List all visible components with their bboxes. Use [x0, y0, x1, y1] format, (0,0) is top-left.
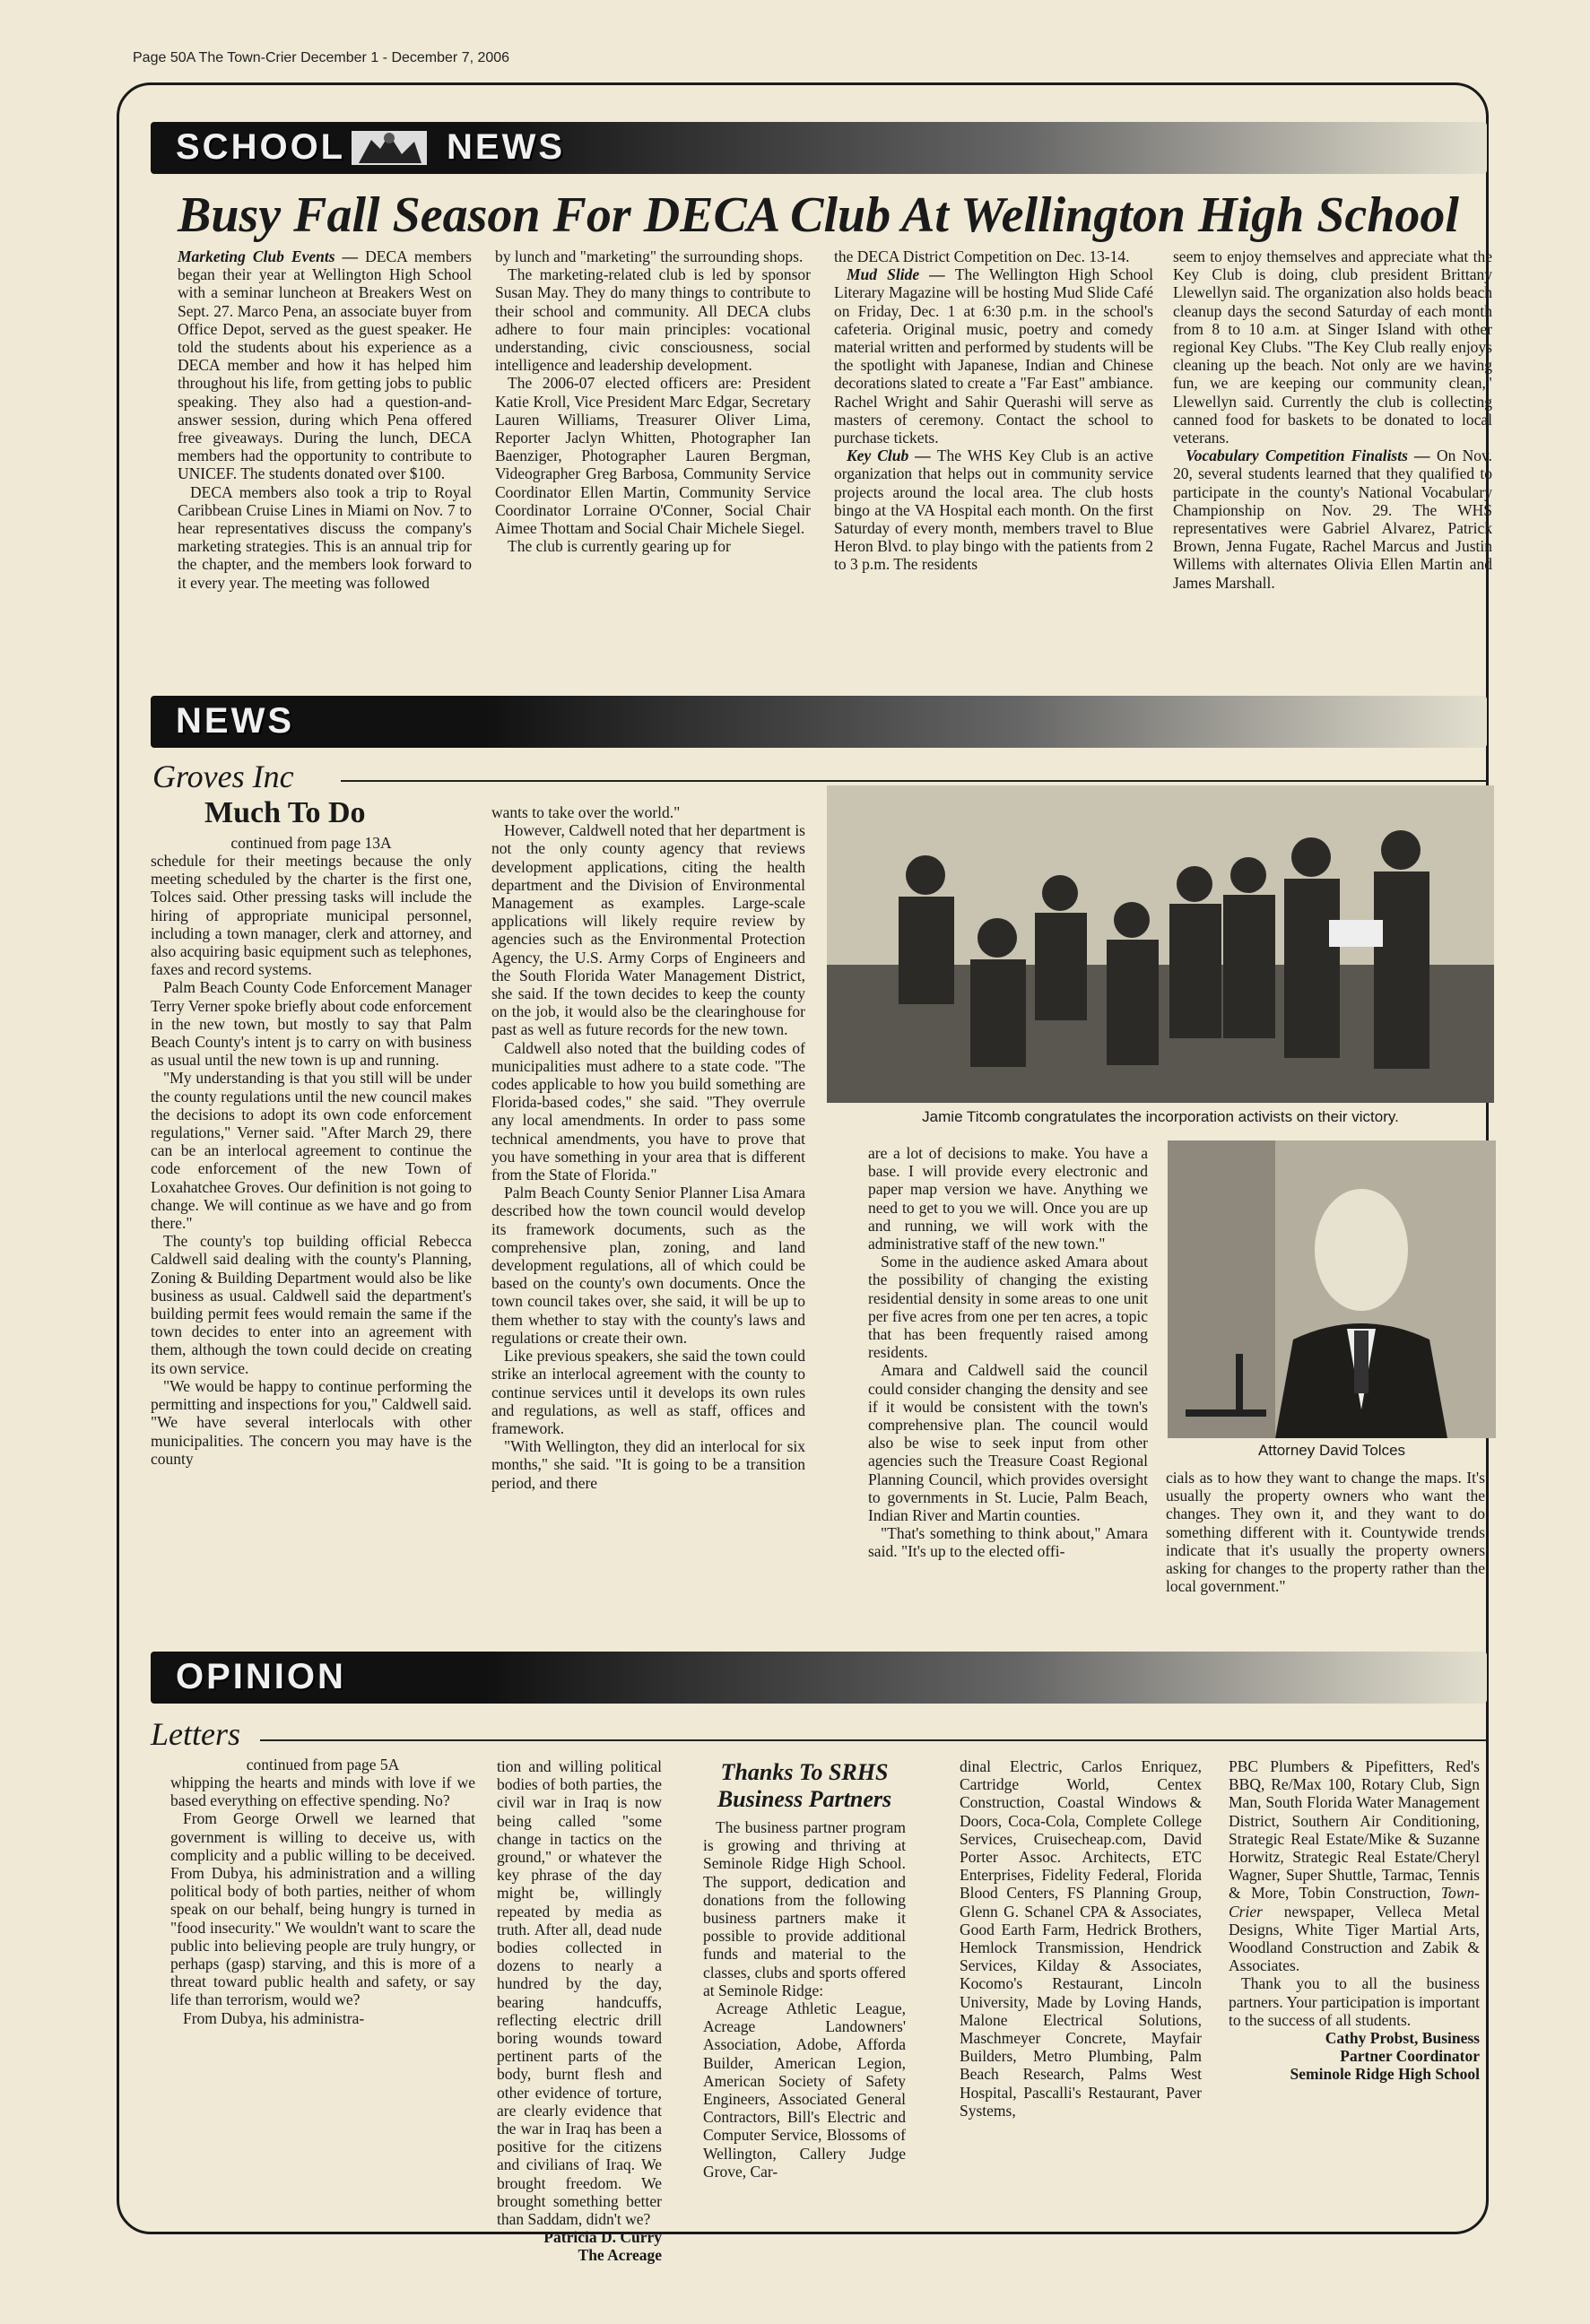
paragraph-text: the DECA District Competition on Dec. 13-14. — [834, 247, 1130, 265]
paragraph — [1173, 247, 1492, 447]
continued-line: continued from page 13A — [230, 834, 392, 852]
letters-continued: continued from page 5A — [246, 1756, 400, 1773]
signature-line-3: Seminole Ridge High School — [1290, 2065, 1480, 2084]
photo-caption-1: Jamie Titcomb congratulates the incorporation activists on their victory. — [922, 1108, 1399, 1125]
photo-caption-2: Attorney David Tolces — [1257, 1442, 1406, 1459]
letters-kicker: Letters — [151, 1716, 241, 1752]
signature-line-2: Partner Coordinator — [1340, 2047, 1480, 2066]
paragraph: Amara and Caldwell said the council could consider changing the density and see if it would be consistent with the town's comprehensive plan. The council would also be wise to seek input from other agencies such the Treasure Coast Regional Planning Council, which provides oversight to governments in St. Lucie, Palm Beach, Indian River and Martin counties. — [868, 1361, 1148, 1525]
paragraph: Acreage Athletic League, Acreage Landowners' Association, Adobe, Afforda Builder, American Legion, American Society of Safety Engineers, Associated General Contractors, Bill's Electric and Computer Service, Blossoms of Wellington, Callery Judge Grove, Car- — [703, 1999, 906, 2181]
paragraph-text: The marketing-related club is led by sponsor Susan May. They do many things to contribute to their school and community. All DECA clubs adhere to four main principles: vocational understanding, civic consciousness, social intelligence and leadership development. — [495, 265, 811, 375]
school-news-banner — [151, 122, 1487, 174]
groves-kicker: Groves Inc — [152, 759, 294, 794]
news-label: NEWS — [447, 127, 565, 167]
paragraph: wants to take over the world." — [491, 803, 681, 821]
opinion-section-label: OPINION — [176, 1657, 346, 1696]
subhead-lead: Vocabulary Competition Finalists — — [1186, 447, 1437, 465]
letters-col-3-body — [703, 1818, 906, 2181]
tolces-photo — [1168, 1140, 1496, 1438]
partners-thanks: Thank you to all the business partners. Your participation is important to the success of all students. — [1229, 1974, 1480, 2029]
paragraph — [834, 265, 1153, 447]
paragraph: Palm Beach County Code Enforcement Manager Terry Verner spoke briefly about code enforcement in the new town, but mostly to say that Palm Beach County's intent js to carry on with business as usual until the new town is up and running. — [151, 978, 472, 1070]
srhs-title-1: Thanks To SRHS — [720, 1759, 889, 1785]
running-head: Page 50A The Town-Crier December 1 - December 7, 2006 — [133, 50, 510, 65]
letter-signature-name: Patricia D. Curry — [543, 2228, 662, 2247]
paragraph: From George Orwell we learned that government is willing to deceive us, with complicity and a public willing to be deceived. From Dubya, his administration and a willing political body of both parties, neither of whom speak on our behalf, being hungry is turned in "food insecurity." We wouldn't want to scare the public into believing people are truly hungry, or perhaps (gasp) starving, and this is more of a threat toward public health and safety, or say life than terrorism, would we? — [170, 1809, 475, 2009]
school-label: SCHOOL — [176, 127, 346, 167]
paragraph: are a lot of decisions to make. You have a base. I will provide every electronic and paper map version we have. Anything we need to get to you we will. Once you are up and running, we will work with the administrative staff of the new town." — [868, 1144, 1148, 1253]
paragraph — [495, 537, 811, 555]
paragraph — [495, 265, 811, 374]
letters-col-2-body — [497, 1757, 662, 2228]
letters-kicker-rule — [260, 1739, 1487, 1741]
paragraph: From Dubya, his administra- — [183, 2008, 365, 2027]
groves-col-1-body — [151, 852, 472, 1468]
incorporation-photo — [827, 785, 1494, 1103]
letters-col-1-body — [170, 1773, 475, 2027]
paragraph: Like previous speakers, she said the town could strike an interlocal agreement with the county to continue services until it develops its own rules and regulations, as well as staff, offices and framework. — [491, 1347, 805, 1437]
paragraph — [1173, 447, 1492, 592]
deca-col-2 — [495, 247, 811, 676]
signature-line-1: Cathy Probst, Business — [1325, 2029, 1480, 2048]
letters-col-2 — [497, 1757, 662, 2265]
groves-col-3 — [868, 1144, 1148, 1659]
paragraph: "With Wellington, they did an interlocal for six months," she said. "It is going to be a transition period, and there — [491, 1437, 805, 1492]
groves-col-1 — [151, 834, 472, 1659]
paragraph: The business partner program is growing and thriving at Seminole Ridge High School. The support, dedication and donations from the following business partners make it possible to provide additional funds and material to the classes, clubs and sports offered at Seminole Ridge: — [703, 1818, 906, 1999]
paragraph: Palm Beach County Senior Planner Lisa Amara described how the town council would develop its framework documents, such as the comprehensive plan, zoning, and land development regulations, all of which could be based on the county's own documents. Once the town council takes over, she said, it will be up to them whether to stay with the county's laws and regulations or create their own. — [491, 1184, 805, 1347]
paragraph-text: The Wellington High School Literary Magazine will be hosting Mud Slide Café on Friday, Dec. 1 at 6:30 p.m. in the school's cafeteria. Original music, poetry and comedy material written and performed by students will be the spotlight with Japanese, Indian and Chinese decorations slated to create a "Far East" ambiance. Rachel Wright and Sahir Querashi will serve as masters of ceremony. Contact the school to purchase tickets. — [834, 265, 1153, 447]
paragraph: Some in the audience asked Amara about the possibility of changing the existing residential density in some areas to one unit per five acres from one per ten acres, a topic that has been frequently raised among residents. — [868, 1253, 1148, 1362]
deca-col-3 — [834, 247, 1153, 676]
paragraph: dinal Electric, Carlos Enriquez, Cartridge World, Centex Construction, Coastal Windows & Doors, Coca-Cola, Complete College Services, Cruisecheap.com, David Porter Assoc. Architects, ETC Enterprises, Fidelity Federal, Florida Blood Centers, FS Planning Group, Glenn G. Schanel CPA & Associates, Good Earth Farm, Hedrick Brothers, Hemlock Transmission, Hendrick Services, Kilday & Associates, Kocomo's Restaurant, Lincoln University, Made by Loving Hands, Malone Electrical Solutions, Maschmeyer Concrete, Mayfair Builders, Metro Plumbing, Palm Beach Research, Palms West Hospital, Pascalli's Restaurant, Paver Systems, — [960, 1757, 1202, 2120]
paragraph-text: The WHS Key Club is an active organization that helps out in community service projects around the local area. The club hosts bingo at the VA Hospital each month. On the first Saturday of every month, members travel to Blue Heron Blvd. to play bingo with the patients from 2 to 3 p.m. The residents — [834, 447, 1153, 574]
paragraph-text: seem to enjoy themselves and appreciate what the Key Club is doing, club president Brittany Llewellyn said. The organization also holds beach cleanup days the second Saturday of each month from 8 to 10 a.m. at Singer Island with other regional Key Clubs. "The Key Club really enjoys cleaning up the beach. Not only are we having fun, we are keeping our community clean," Llewellyn said. Currently the club is collecting canned food for baskets to be donated to local veterans. — [1173, 247, 1492, 447]
paragraph-text: The club is currently gearing up for — [508, 537, 731, 556]
groves-col-2 — [491, 803, 805, 1659]
paragraph: "We would be happy to continue performing the permitting and inspections for you," Caldwell said. "We have several interlocals with other municipalities. The concern you may have is the county — [151, 1376, 472, 1468]
srhs-title-2: Business Partners — [717, 1786, 892, 1812]
letters-col-5 — [1229, 1757, 1480, 2179]
groves-kicker-rule — [341, 780, 1487, 782]
paragraph: However, Caldwell noted that her department is not the only county agency that reviews development applications, citing the health department and the Division of Environmental Management as examples. Large-scale applications will likely require review by agencies such as the Environmental Protection Agency, the U.S. Army Corps of Engineers and the South Florida Water Management District, she said. If the town decides to keep the county on the job, it would also be the clearinghouse for past as well as future records for the new town. — [491, 821, 805, 1039]
paragraph — [495, 247, 811, 265]
partners-list-end: PBC Plumbers & Pipefitters, Red's BBQ, Re/Max 100, Rotary Club, Sign Man, South Florida Water Management District, Southern Air Conditioning, Strategic Real Estate/Mike & Suzanne Horwitz, Strategic Real Estate/Cheryl Wagner, Super Shuttle, Tarmac, Tennis & More, Tobin Construction, Town-Crier newspaper, Velleca Metal Designs, White Tiger Martial Arts, Woodland Construction and Zabik & Associates. — [1229, 1757, 1480, 1975]
paragraph: The county's top building official Rebecca Caldwell said dealing with the county's Planning, Zoning & Building Department would also be like business as usual. Caldwell said the department's building permit fees would remain the same if the town decides to enter into an agreement with them, although the town could decide on creating its own service. — [151, 1232, 472, 1377]
subhead-lead: Mud Slide — — [847, 265, 955, 284]
paragraph-text: On Nov. 20, several students learned that they qualified to participate in the county's National Vocabulary Championship on Nov. 29. The WHS representatives were Gabriel Alvarez, Patrick Brown, Jenna Fugate, Rachel Marcus and Justin Willems with alternates Olivia Ellen Martin and James Marshall. — [1173, 447, 1493, 592]
news-section-label: NEWS — [176, 701, 294, 741]
paragraph — [495, 374, 811, 537]
paragraph — [834, 247, 1153, 265]
opinion-banner — [151, 1652, 1487, 1704]
paragraph: schedule for their meetings because the only meeting scheduled by the charter is the first one, Tolces said. Other pressing tasks will include the hiring of appropriate municipal personnel, including a town manager, clerk and attorney, and also acquiring basic equipment such as telephones, faxes and record systems. — [151, 852, 472, 979]
deca-headline: Busy Fall Season For DECA Club At Wellington High School — [178, 187, 1459, 243]
school-mascot-icon — [350, 127, 429, 169]
paragraph: whipping the hearts and minds with love if we based everything on effective spending. No? — [170, 1773, 475, 1810]
letters-col-4 — [960, 1757, 1202, 2179]
paragraph-text: DECA members also took a trip to Royal Caribbean Cruise Lines in Miami on Nov. 7 to hear representatives discuss the company's marketing strategies. This is an annual trip for the chapter, and the members look forward to it every year. The meeting was followed — [178, 482, 472, 592]
groves-headline: Much To Do — [204, 796, 366, 829]
news-banner — [151, 696, 1487, 748]
paragraph — [178, 483, 472, 592]
letter-signature-place: The Acreage — [578, 2246, 662, 2265]
paragraph — [178, 247, 472, 483]
subhead-lead: Marketing Club Events — — [178, 247, 366, 265]
paragraph: Caldwell also noted that the building codes of municipalities must adhere to a state code. "The codes applicable to how you build something are Florida-based codes," she said. "They overrule any local amendments. In order to pass some technical amendments, you have to prove that you have something in your area that is different from the State of Florida." — [491, 1038, 805, 1184]
paragraph — [834, 447, 1153, 573]
groves-col-4 — [1166, 1469, 1485, 1659]
letters-col-1 — [170, 1756, 475, 2177]
paragraph: "My understanding is that you still will be under the county regulations until the new council makes the decisions to adopt its own code enforcement regulations," Verner said. "After March 29, there can be an interlocal agreement to continue the code enforcement of the new Town of Loxahatchee Groves. Our definition is not going to change. We will continue as we have and go from there." — [151, 1069, 472, 1233]
deca-col-1 — [178, 247, 472, 676]
paragraph-text: The 2006-07 elected officers are: President Katie Kroll, Vice President Marc Edgar, Secretary Lauren Williams, Treasurer Oliver Lima, Reporter Jaclyn Whitten, Photographer Ian Baenziger, Photographer Lauren Bergman, Videographer Greg Barbosa, Community Service Coordinator Ellen Martin, Community Service Coordinator Lorraine O'Conner, Social Chair Aimee Thottam and Social Chair Michele Siegel. — [495, 374, 811, 538]
paragraph: tion and willing political bodies of both parties, the civil war in Iraq is now being called "some change in tactics on the ground," or whatever the key phrase of the day might be, willingly repeated by media as truth. After all, dead nude bodies collected in dozens to nearly a hundred by the day, bearing handcuffs, reflecting electric drill boring wounds toward pertinent parts of the body, burnt flesh and other evidence of torture, are clearly evidence that the war in Iraq has been a positive for the citizens and civilians of Iraq. We brought freedom. We brought something better than Saddam, didn't we? — [497, 1757, 662, 2229]
paragraph: cials as to how they want to change the maps. It's usually the property owners who want the changes. They own it, and they want to do something different with it. Countywide trends indicate that it's usually the property owners asking for changes to the property rather than the local government." — [1166, 1469, 1485, 1596]
paragraph: "That's something to think about," Amara said. "It's up to the elected offi- — [868, 1524, 1148, 1561]
paragraph-text: by lunch and "marketing" the surrounding shops. — [495, 247, 804, 265]
deca-col-4 — [1173, 247, 1492, 676]
letters-col-3 — [703, 1756, 906, 2181]
paragraph-text: DECA members began their year at Wellington High School with a seminar luncheon at Breakers West on Sept. 27. Marco Pena, an associate buyer from Office Depot, served as the guest speaker. He told the students about his experience as a DECA member and how it has helped him throughout his life, from getting jobs to public speaking. They also had a question-and-answer session, during which Pena offered free giveaways. During the lunch, DECA members had the opportunity to contribute to UNICEF. The students donated over $100. — [178, 247, 472, 483]
subhead-lead: Key Club — — [847, 447, 937, 465]
